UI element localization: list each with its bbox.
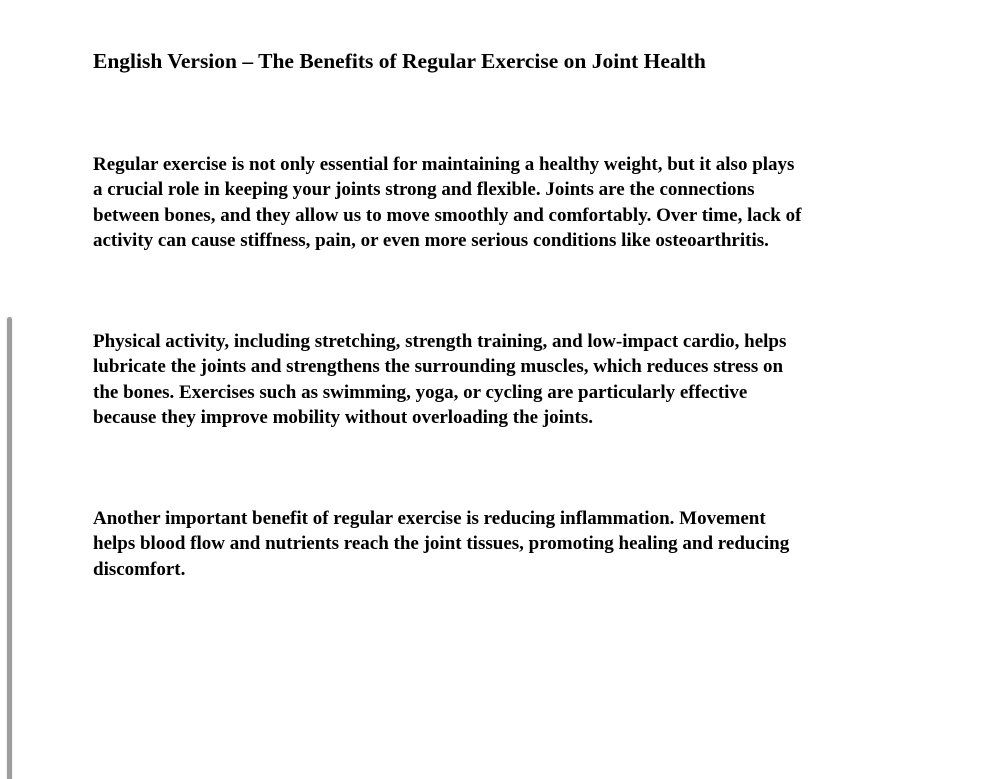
paragraph-physical-activity — [93, 329, 923, 430]
paragraph-line: Physical activity, including stretching, strength training, and low-impact cardio, helps — [93, 331, 787, 352]
document-title: English Version – The Benefits of Regular Exercise on Joint Health — [93, 49, 706, 73]
paragraph-line: activity can cause stiffness, pain, or even more serious conditions like osteoarthritis. — [93, 229, 769, 251]
paragraph-line: the bones. Exercises such as swimming, yoga, or cycling are particularly effective — [93, 381, 748, 403]
paragraph-line: lubricate the joints and strengthens the surrounding muscles, which reduces stress on — [93, 356, 784, 378]
paragraph-inflammation — [93, 506, 923, 582]
paragraph-line: discomfort. — [93, 558, 186, 580]
paragraph-line: helps blood flow and nutrients reach the joint tissues, promoting healing and reducing — [93, 533, 790, 555]
paragraph-line: Regular exercise is not only essential for maintaining a healthy weight, but it also plays — [93, 154, 795, 175]
vertical-scrollbar-thumb[interactable] — [7, 317, 12, 779]
paragraph-line: between bones, and they allow us to move smoothly and comfortably. Over time, lack of — [93, 204, 802, 226]
paragraph-line: because they improve mobility without overloading the joints. — [93, 406, 593, 428]
paragraph-intro — [93, 152, 923, 253]
paragraph-line: a crucial role in keeping your joints strong and flexible. Joints are the connections — [93, 179, 755, 201]
paragraph-line: Another important benefit of regular exercise is reducing inflammation. Movement — [93, 508, 766, 529]
